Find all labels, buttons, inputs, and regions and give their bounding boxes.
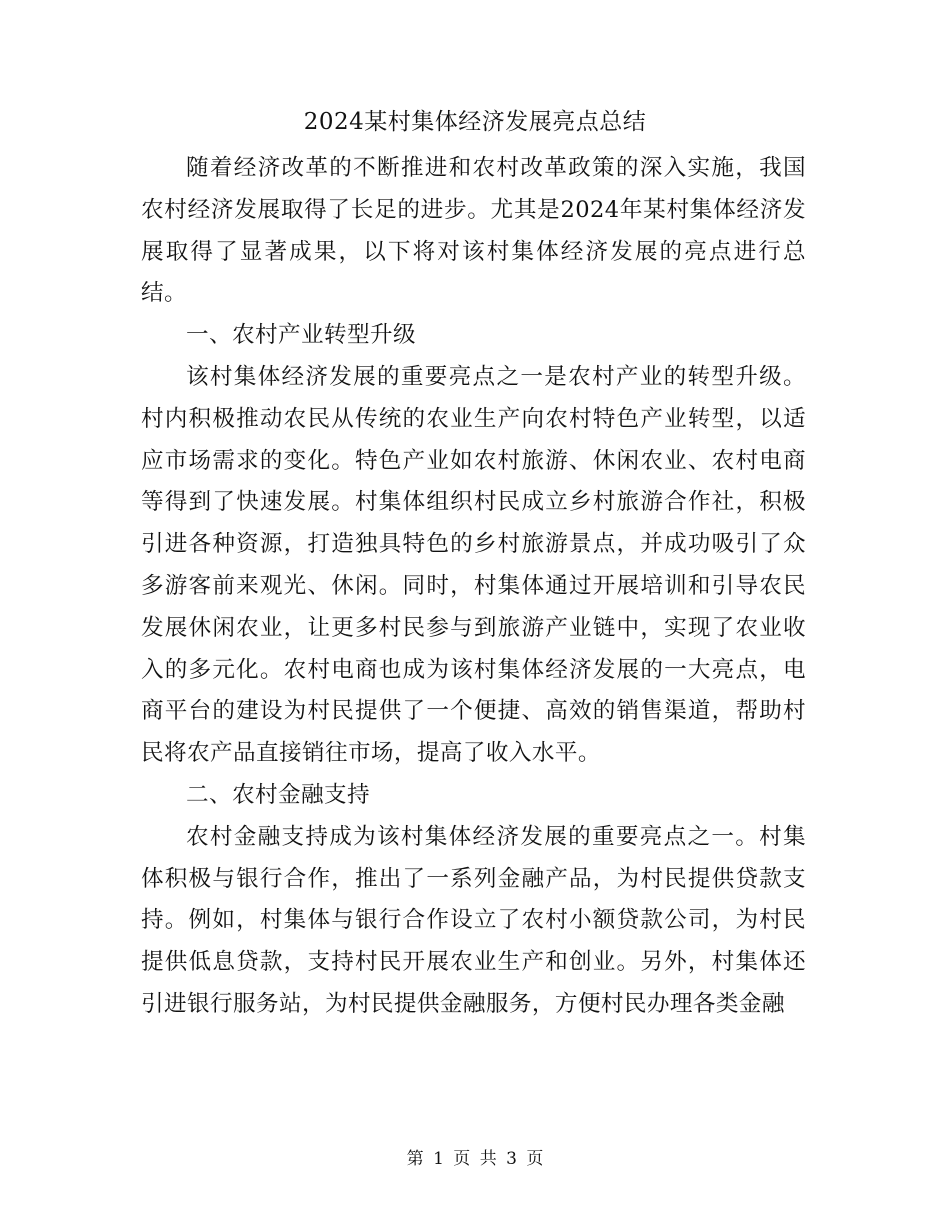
document-title: 2024某村集体经济发展亮点总结	[303, 109, 647, 135]
section-paragraph-1: 该村集体经济发展的重要亮点之一是农村产业的转型升级。村内积极推动农民从传统的农业生产向农村特色产业转型，以适应市场需求的变化。特色产业如农村旅游、休闲农业、农村电商等得到了快速发展。村集体组织村民成立乡村旅游合作社，积极引进各种资源，打造独具特色的乡村旅游景点，并成功吸引了众多游客前来观光、休闲。同时，村集体通过开展培训和引导农民发展休闲农业，让更多村民参与到旅游产业链中，实现了农业收入的多元化。农村电商也成为该村集体经济发展的一大亮点，电商平台的建设为村民提供了一个便捷、高效的销售渠道，帮助村民将农产品直接销往市场，提高了收入水平。	[141, 363, 806, 767]
section-paragraph-2: 农村金融支持成为该村集体经济发展的重要亮点之一。村集体积极与银行合作，推出了一系列金融产品，为村民提供贷款支持。例如，村集体与银行合作设立了农村小额贷款公司，为村民提供低息贷款，支持村民开展农业生产和创业。另外，村集体还引进银行服务站，为村民提供金融服务，方便村民办理各类金融	[141, 823, 806, 1017]
page-footer: 第 1 页 共 3 页	[406, 1149, 544, 1169]
section-heading-1: 一、农村产业转型升级	[186, 322, 416, 349]
section-heading-2: 二、农村金融支持	[186, 781, 370, 808]
document-body	[141, 148, 806, 1026]
intro-paragraph: 随着经济改革的不断推进和农村改革政策的深入实施，我国农村经济发展取得了长足的进步。尤其是2024年某村集体经济发展取得了显著成果，以下将对该村集体经济发展的亮点进行总结。	[141, 155, 806, 307]
